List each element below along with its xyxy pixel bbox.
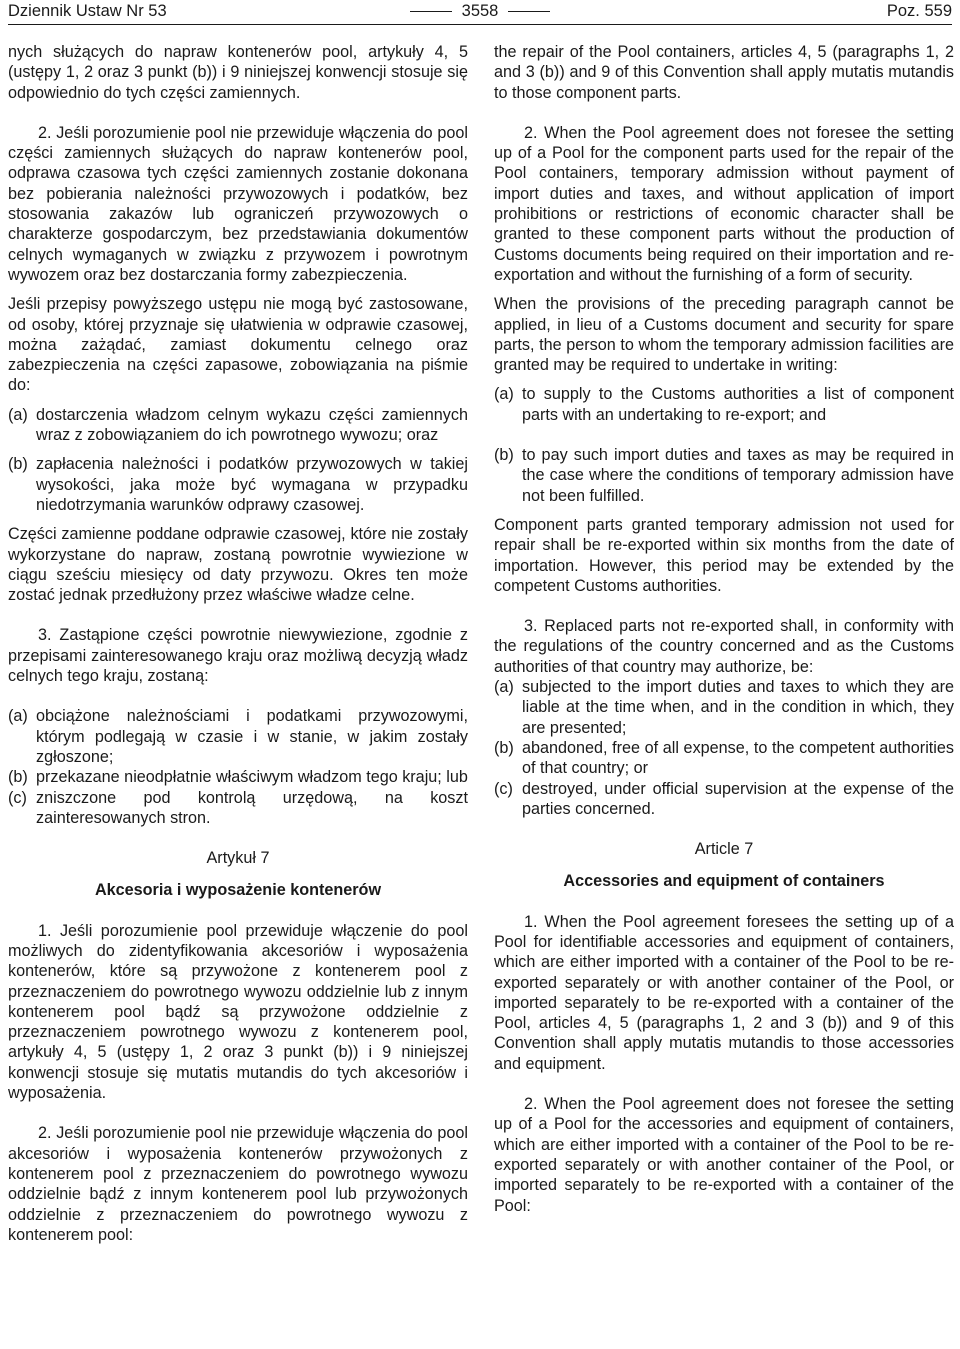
pl-article-paragraph-1: 1. Jeśli porozumienie pool przewiduje włączenie do pool możliwych do zidentyfikowania akcesoriów i wyposażenia kontenerów, które są przywożone z kontenerem pool z przeznaczeniem do powrotnego wywozu oddzielnie lub z innym kontenerem pool bądź są przywożone oddzielnie z przeznaczeniem powrotnego wywozu z kontenerem pool, artykuły 4, 5 (ustępy 1, 2 oraz 3 punkt (b)) i 9 niniejszej konwencji stosuje się mutatis mutandis do tych akcesoriów i wyposażenia.: [8, 921, 468, 1103]
list-item-text: to supply to the Customs authorities a list of component parts with an undertaking to re-export; and: [522, 385, 954, 424]
en-list-item: [494, 445, 954, 506]
pl-list-item: [8, 454, 468, 515]
list-item-text: to pay such import duties and taxes as may be required in the case where the conditions of temporary admission have not been fulfilled.: [522, 446, 954, 505]
page-number: 3558: [461, 2, 499, 20]
list-item-text: zapłacenia należności i podatków przywozowych w takiej wysokości, jaka może być wymagana w przypadku niedotrzymania warunków odprawy czasowej.: [36, 455, 468, 514]
english-column: [494, 42, 954, 1216]
pl-list-item: [8, 706, 468, 767]
list-item-label: (a): [8, 405, 28, 424]
en-paragraph-2: 2. When the Pool agreement does not foresee the setting up of a Pool for the component parts used for the repair of the Pool containers, temporary admission without payment of import duties and taxes, and without application of import prohibitions or restrictions of economic character shall be granted to these component parts without the production of Customs documents being required on their importation and re-exportation and without the furnishing of a form of security.: [494, 123, 954, 284]
list-item-text: subjected to the import duties and taxes to which they are liable at the time when, and in the condition in which, they are presented;: [522, 678, 954, 737]
list-item-text: zniszczone pod kontrolą urzędową, na koszt zainteresowanych stron.: [36, 788, 468, 827]
list-item-label: (a): [494, 678, 514, 697]
en-article-paragraph-2: 2. When the Pool agreement does not foresee the setting up of a Pool for the accessories and equipment of containers, which are either imported with a container of the Pool to be re-exported separately or with another container of the Pool, or imported separately to be re-exported with a container of the Pool:: [494, 1095, 954, 1215]
en-list-item: [494, 384, 954, 425]
pl-paragraph-2: 2. Jeśli porozumienie pool nie przewiduje włączenia do pool części zamiennych służących do napraw kontenerów pool, odprawa czasowa tych części zamiennych zostanie dokonana bez pobierania należności przywozowych i podatków, bez stosowania zakazów lub ograniczeń przywozowych o charakterze gospodarczym, bez przedstawiania dokumentów celnych wymaganych w związku z przywozem i powrotnym wywozem oraz bez dostarczania formy zabezpieczenia.: [8, 123, 468, 284]
pl-paragraph-3: 3. Zastąpione części powrotnie niewywiezione, zgodnie z przepisami zainteresowanego kraju oraz możliwą decyzją władz celnych tego kraju, zostaną:: [8, 626, 468, 686]
page-number-block: [8, 0, 952, 22]
position-number: Poz. 559: [886, 2, 952, 20]
en-intro-paragraph: the repair of the Pool containers, articles 4, 5 (paragraphs 1, 2 and 3 (b)) and 9 of this Convention shall apply mutatis mutandis to those component parts.: [494, 43, 954, 102]
list-item-text: abandoned, free of all expense, to the competent authorities of that country; or: [522, 738, 954, 778]
pl-article-heading: Akcesoria i wyposażenie kontenerów: [94, 881, 382, 900]
en-list-item: [494, 779, 954, 820]
dash-left: [410, 11, 452, 12]
pl-paragraph-2b: Jeśli przepisy powyższego ustępu nie mogą być zastosowane, od osoby, której przyznaje się ułatwienia w odprawie czasowej, można zażądać, zamiast dokumentu celnego oraz zabezpieczenia na części zapasowe, zobowiązania na piśmie do:: [8, 295, 468, 395]
pl-paragraph-2c: Części zamienne poddane odprawie czasowej, które nie zostały wykorzystane do napraw, zostaną powrotnie wywiezione w ciągu sześciu miesięcy od daty przywozu. Okres ten może zostać jednak przedłużony przez właściwe władze celne.: [8, 525, 468, 605]
page-header: [8, 0, 952, 22]
list-item-text: destroyed, under official supervision at the expense of the parties concerned.: [522, 779, 954, 818]
en-paragraph-3: 3. Replaced parts not re-exported shall, in conformity with the regulations of the country concerned and as the Customs authorities of that country may authorize, be:: [494, 617, 954, 676]
list-item-text: obciążone należnościami i podatkami przywozowymi, którym podlegają w czasie i w stanie, w jakim zostały zgłoszone;: [36, 707, 468, 766]
list-item-label: (b): [494, 446, 514, 465]
pl-list-item: [8, 788, 468, 829]
pl-intro-paragraph: nych służących do napraw kontenerów pool, artykuły 4, 5 (ustępy 1, 2 oraz 3 punkt (b)) i 9 niniejszej konwencji stosuje się odpowiednio do tych części zamiennych.: [8, 43, 468, 102]
en-article-title: Article 7: [694, 840, 754, 859]
list-item-label: (b): [8, 455, 28, 474]
dash-right: [508, 11, 550, 12]
pl-list-item: [8, 405, 468, 446]
list-item-label: (c): [8, 788, 27, 807]
pl-list-item: [8, 767, 468, 787]
pl-article-title: Artykuł 7: [206, 849, 270, 868]
en-list-item: [494, 738, 954, 779]
journal-name: Dziennik Ustaw Nr 53: [8, 2, 167, 20]
pl-article-paragraph-2: 2. Jeśli porozumienie pool nie przewiduje włączenia do pool akcesoriów i wyposażenia kontenerów przywożonych z kontenerem pool z przeznaczeniem do powrotnego wywozu oddzielnie bądź z innym kontenerem pool lub przywożonych oddzielnie z przeznaczeniem do powrotnego wywozu z kontenerem pool:: [8, 1124, 468, 1244]
en-paragraph-2b: When the provisions of the preceding paragraph cannot be applied, in lieu of a Customs document and security for spare parts, the person to whom the temporary admission facilities are granted may be required to undertake in writing:: [494, 295, 954, 375]
en-article-heading: Accessories and equipment of containers: [563, 872, 885, 891]
polish-column: [8, 42, 468, 1245]
list-item-label: (b): [494, 738, 514, 757]
en-list-item: [494, 677, 954, 738]
list-item-label: (b): [8, 768, 28, 787]
en-article-paragraph-1: 1. When the Pool agreement foresees the setting up of a Pool for identifiable accessories and equipment of containers, which are either imported with a container of the Pool to be re-exported separately or with another container of the Pool, or imported separately to be re-exported with a container of the Pool, articles 4, 5 (paragraphs 1, 2 and 3 (b)) and 9 of this Convention shall apply mutatis mutandis to those accessories and equipment.: [494, 912, 954, 1073]
en-paragraph-2c: Component parts granted temporary admission not used for repair shall be re-exported within six months from the date of importation. However, this period may be extended by the competent Customs authorities.: [494, 515, 954, 595]
list-item-label: (a): [494, 385, 514, 404]
list-item-label: (a): [8, 707, 28, 726]
list-item-label: (c): [494, 779, 513, 798]
list-item-text: przekazane nieodpłatnie właściwym władzom tego kraju; lub: [36, 768, 468, 787]
list-item-text: dostarczenia władzom celnym wykazu części zamiennych wraz z zobowiązaniem do ich powrotnego wywozu; oraz: [36, 405, 468, 445]
header-rule: [8, 24, 952, 25]
